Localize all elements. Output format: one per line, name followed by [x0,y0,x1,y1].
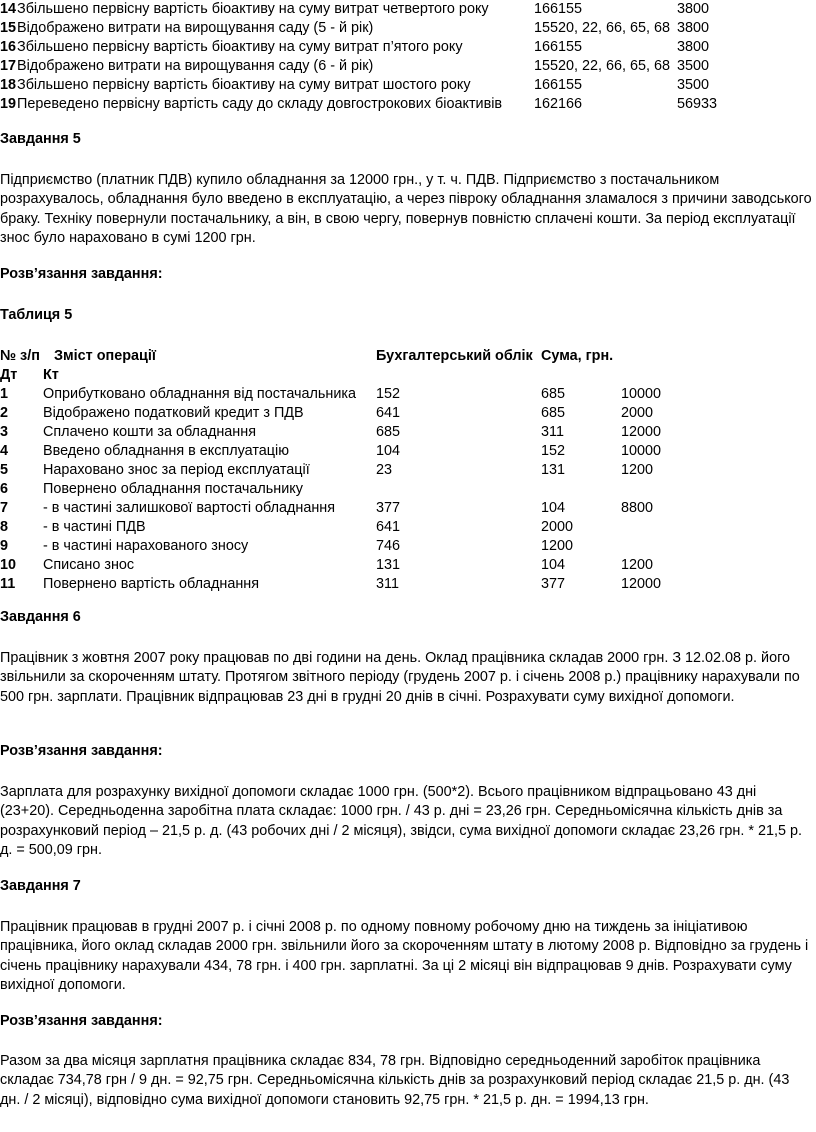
table-row [0,575,816,594]
row-description: Збільшено первісну вартість біоактиву на суму витрат шостого року [17,77,471,93]
cell-sum: 2000 [621,405,654,421]
cell-operation: - в частині залишкової вартості обладнання [43,500,336,516]
row-accounts: 166155 [534,77,583,93]
row-number: 19 [0,96,17,112]
cell-credit: 311 [541,424,564,440]
cell-operation: Нараховано знос за період експлуатації [43,462,310,478]
row-number: 14 [0,1,17,17]
row-accounts: 15520, 22, 66, 65, 68 [534,58,671,74]
task7-solution: Разом за два місяця зарплатня працівника складає 834, 78 грн. Відповідно середньоденний заробіток працівника складає 734,78 грн / 9 дн. = 92,75 грн. Середньомісячна кількість днів за розрахунковий період складає 21,5 р. дн. (43 дн. / 2 місяці), відповідно сума вихідної допомоги становить 92,75 грн. * 21,5 р. дн. = 1994,13 грн. [0,1053,790,1108]
row-amount: 3800 [677,39,710,55]
cell-number: 4 [0,443,9,459]
row-number: 17 [0,58,17,74]
cell-debit: 152 [376,386,401,402]
cell-operation: Повернено обладнання постачальнику [43,481,303,497]
cell-credit: 131 [541,462,566,478]
row-description: Збільшено первісну вартість біоактиву на суму витрат п’ятого року [17,39,463,55]
cell-operation: Введено обладнання в експлуатацію [43,443,290,459]
cell-operation: - в частині нарахованого зносу [43,538,249,554]
ledger-row [0,0,816,19]
task7-heading: Завдання 7 [0,878,81,894]
cell-credit: 104 [541,500,566,516]
cell-number: 1 [0,386,9,402]
cell-operation: Оприбутковано обладнання від постачальника [43,386,357,402]
cell-number: 3 [0,424,9,440]
cell-operation: Повернено вартість обладнання [43,576,260,592]
row-number: 15 [0,20,17,36]
table-header-row [0,347,816,366]
task7-solution-heading: Розв’язання завдання: [0,1013,163,1029]
cell-number: 8 [0,519,9,535]
row-amount: 3800 [677,1,710,17]
row-amount: 3800 [677,20,710,36]
cell-credit: 152 [541,443,566,459]
table-row [0,442,816,461]
row-amount: 56933 [677,96,718,112]
row-description: Збільшено первісну вартість біоактиву на суму витрат четвертого року [17,1,489,17]
row-description: Відображено витрати на вирощування саду (6 - й рік) [17,58,374,74]
row-accounts: 166155 [534,39,583,55]
row-description: Переведено первісну вартість саду до складу довгострокових біоактивів [17,96,503,112]
cell-credit: 1200 [541,538,574,554]
row-number: 16 [0,39,17,55]
cell-operation: Відображено податковий кредит з ПДВ [43,405,304,421]
cell-operation: Сплачено кошти за обладнання [43,424,256,440]
ledger-row [0,95,816,114]
cell-debit: 131 [376,557,401,573]
col-header-number: № з/п [0,348,40,364]
ledger-row [0,76,816,95]
cell-number: 10 [0,557,17,573]
cell-sum: 1200 [621,557,654,573]
row-amount: 3500 [677,77,710,93]
table-row [0,537,816,556]
task6-solution-heading: Розв’язання завдання: [0,743,163,759]
cell-sum: 1200 [621,462,654,478]
cell-number: 9 [0,538,9,554]
cell-number: 2 [0,405,9,421]
cell-sum: 12000 [621,424,662,440]
cell-number: 11 [0,576,16,592]
table-row [0,480,816,499]
ledger-row [0,19,816,38]
task6-solution: Зарплата для розрахунку вихідної допомоги складає 1000 грн. (500*2). Всього працівником відпрацьовано 43 дні (23+20). Середньоденна заробітна плата складає: 1000 грн. / 43 р. дні = 23,26 грн. Середньомісячна кількість днів за розрахунковий період – 21,5 р. д. (43 робочих дні / 2 місяця), звідси, сума вихідної допомоги складає 23,26 грн. * 21,5 р. д. = 500,09 грн. [0,784,802,858]
table-subheader-row [0,366,816,385]
table-row [0,423,816,442]
cell-debit: 23 [376,462,393,478]
col-header-sum: Сума, грн. [541,348,614,364]
cell-sum: 10000 [621,443,662,459]
task5-body: Підприємство (платник ПДВ) купило обладнання за 12000 грн., у т. ч. ПДВ. Підприємство з постачальником розрахувалось, обладнання було введено в експлуатацію, а через півроку обладнання зламалося з причини заводського браку. Техніку повернули постачальнику, а він, в свою чергу, повернув повністю сплачені кошти. За період експлуатації знос було нараховано в сумі 1200 грн. [0,172,812,246]
cell-number: 7 [0,500,9,516]
row-amount: 3500 [677,58,710,74]
cell-sum: 8800 [621,500,654,516]
row-number: 18 [0,77,17,93]
cell-number: 5 [0,462,9,478]
cell-credit: 104 [541,557,566,573]
cell-credit: 2000 [541,519,574,535]
row-accounts: 162166 [534,96,583,112]
col-header-kt: Кт [43,367,59,383]
col-header-content: Зміст операції [54,348,156,364]
cell-sum: 10000 [621,386,662,402]
cell-operation: - в частині ПДВ [43,519,146,535]
cell-debit: 104 [376,443,401,459]
cell-operation: Списано знос [43,557,135,573]
table-row [0,499,816,518]
cell-debit: 685 [376,424,401,440]
table-row [0,518,816,537]
cell-credit: 685 [541,386,566,402]
table-row [0,461,816,480]
cell-debit: 641 [376,405,401,421]
cell-debit: 311 [376,576,399,592]
ledger-row [0,57,816,76]
task6-body: Працівник з жовтня 2007 року працював по дві години на день. Оклад працівника складав 2000 грн. З 12.02.08 р. його звільнили за скороченням штату. Протягом звітного періоду (грудень 2007 р. і січень 2008 р.) працівнику нарахували по 500 грн. зарплати. Працівник відпрацював 23 дні в грудні 20 днів в січні. Розрахувати суму вихідної допомоги. [0,650,800,705]
task6-heading: Завдання 6 [0,609,81,625]
cell-debit: 641 [376,519,401,535]
cell-number: 6 [0,481,9,497]
cell-credit: 685 [541,405,566,421]
row-accounts: 166155 [534,1,583,17]
cell-sum: 12000 [621,576,662,592]
ledger-row [0,38,816,57]
row-description: Відображено витрати на вирощування саду (5 - й рік) [17,20,374,36]
cell-debit: 377 [376,500,401,516]
task7-body: Працівник працював в грудні 2007 р. і січні 2008 р. по одному повному робочому дню на тиждень за ініціативою працівника, його оклад складав 2000 грн. звільнили його за скороченням штату в лютому 2008 р. Відповідно за грудень і січень працівнику нарахували 434, 78 грн. і 400 грн. зарплатні. За ці 2 місяці він відпрацював 9 днів. Розрахувати суму вихідної допомоги. [0,919,809,993]
cell-credit: 377 [541,576,566,592]
table5-caption: Таблиця 5 [0,307,73,323]
task5-heading: Завдання 5 [0,131,81,147]
task5-solution-heading: Розв’язання завдання: [0,266,163,282]
cell-debit: 746 [376,538,401,554]
col-header-accounting: Бухгалтерський облік [376,348,533,364]
table-row [0,404,816,423]
row-accounts: 15520, 22, 66, 65, 68 [534,20,671,36]
table-row [0,385,816,404]
col-header-dt: Дт [0,367,18,383]
table-row [0,556,816,575]
